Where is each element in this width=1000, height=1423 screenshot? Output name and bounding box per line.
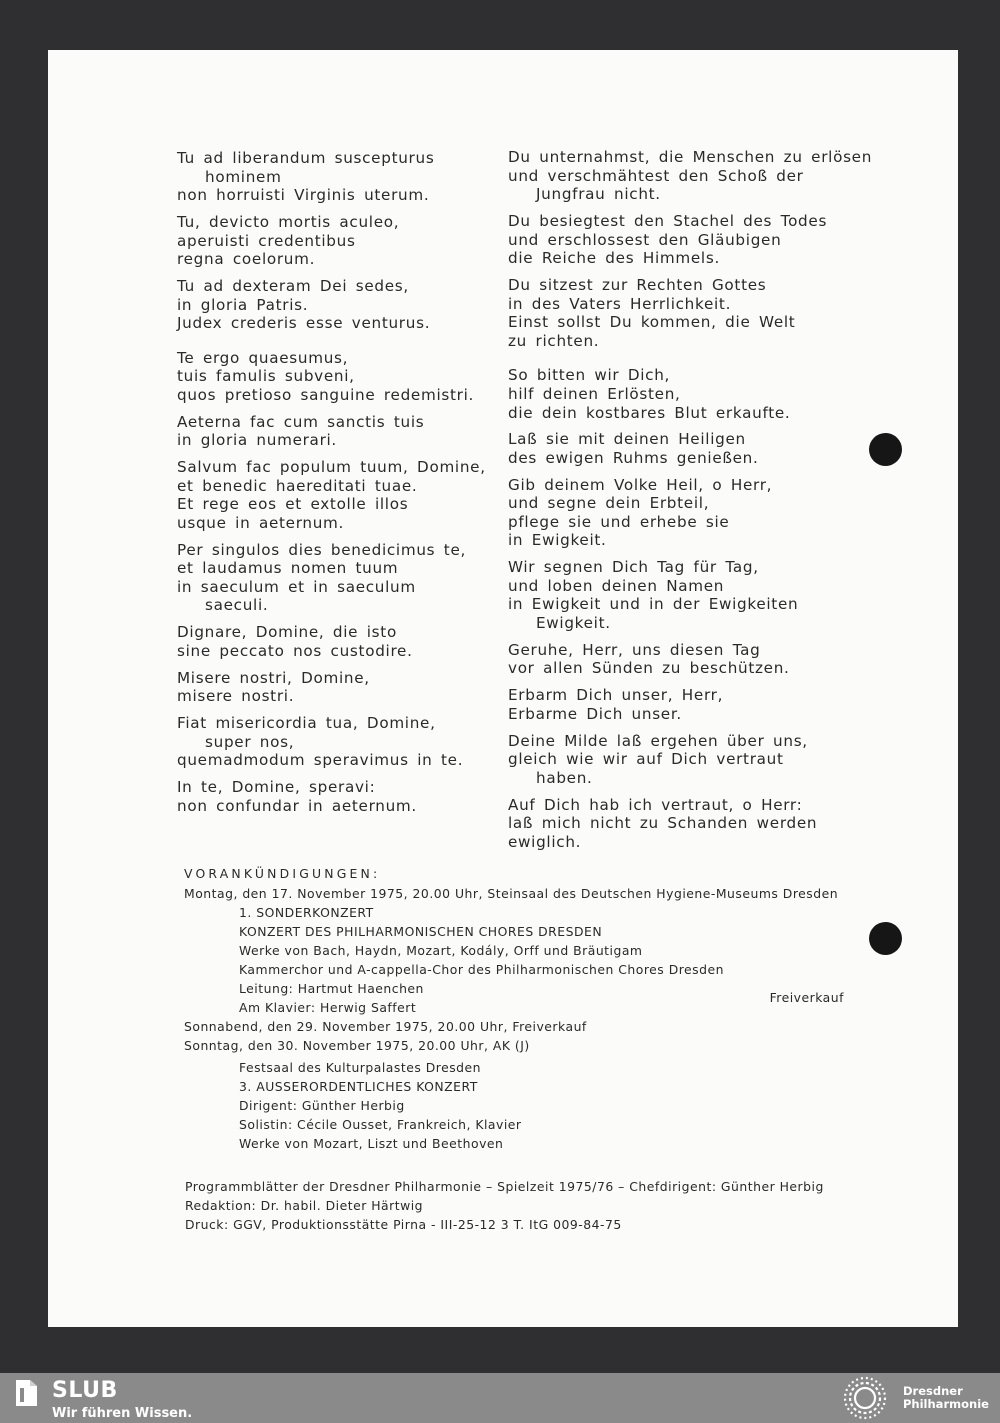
latin-stanza [177, 669, 486, 706]
latin-verse-line: Te ergo quaesumus, [177, 348, 349, 367]
latin-verse-line: in saeculum et in saeculum [177, 577, 416, 596]
german-stanza [508, 276, 872, 350]
latin-verse-line: in gloria Patris. [177, 295, 309, 314]
german-stanza [508, 430, 872, 467]
event2-dates [184, 1017, 844, 1055]
german-verse-line: Gib deinem Volke Heil, o Herr, [508, 475, 773, 494]
announcements-heading: VORANKÜNDIGUNGEN: [184, 866, 381, 881]
event1-detail-line: Leitung: Hartmut Haenchen [239, 981, 424, 996]
latin-verse-line: sine peccato nos custodire. [177, 641, 413, 660]
footer-line: Programmblätter der Dresdner Philharmonie – Spielzeit 1975/76 – Chefdirigent: Günther Herbig [185, 1179, 824, 1194]
event1-sale-note: Freiverkauf [769, 990, 844, 1005]
german-stanza [508, 476, 872, 550]
event1-date: Montag, den 17. November 1975, 20.00 Uhr, Steinsaal des Deutschen Hygiene-Museums Dresden [184, 886, 839, 901]
slub-logo-icon [14, 1378, 39, 1408]
german-stanza [508, 641, 872, 678]
german-verse-line: in Ewigkeit. [508, 531, 607, 550]
latin-stanza [177, 413, 486, 450]
event1-details [184, 903, 844, 998]
german-verse-line: in des Vaters Herrlichkeit. [508, 294, 732, 313]
slub-name: SLUB [52, 1378, 118, 1403]
german-verse-line: und erschlossest den Gläubigen [508, 230, 782, 249]
latin-stanza [177, 778, 486, 815]
german-text-column [508, 148, 872, 859]
footer-line: Druck: GGV, Produktionsstätte Pirna - III-25-12 3 T. ItG 009-84-75 [185, 1217, 622, 1232]
german-stanza [508, 796, 872, 852]
german-verse-line: zu richten. [508, 331, 600, 350]
latin-verse-line: quemadmodum speravimus in te. [177, 751, 464, 770]
imprint-footer [185, 1177, 824, 1234]
latin-verse-line: in gloria numerari. [177, 431, 337, 450]
german-verse-line: Auf Dich hab ich vertraut, o Herr: [508, 795, 803, 814]
german-verse-line: die Reiche des Himmels. [508, 249, 720, 268]
german-stanza [508, 558, 872, 632]
event1-detail-line: 1. SONDERKONZERT [239, 905, 374, 920]
german-verse-line: Deine Milde laß ergehen über uns, [508, 731, 808, 750]
german-verse-line: die dein kostbares Blut erkaufte. [508, 403, 791, 422]
german-verse-line: Erbarm Dich unser, Herr, [508, 686, 724, 705]
latin-verse-line: Judex crederis esse venturus. [177, 314, 431, 333]
latin-verse-line: Tu ad liberandum suscepturus [177, 149, 435, 167]
german-verse-line: Du besiegtest den Stachel des Todes [508, 211, 828, 230]
latin-verse-line: In te, Domine, speravi: [177, 777, 376, 796]
latin-stanza [177, 458, 486, 532]
philharmonie-name-line1: Dresdner [903, 1384, 963, 1398]
german-verse-line: gleich wie wir auf Dich vertraut [508, 750, 784, 769]
german-verse-line: Einst sollst Du kommen, die Welt [508, 313, 796, 332]
latin-verse-line: et laudamus nomen tuum [177, 559, 399, 578]
german-verse-line: Du unternahmst, die Menschen zu erlösen [508, 148, 873, 166]
latin-verse-line: non confundar in aeternum. [177, 796, 417, 815]
event2-details [184, 1058, 844, 1153]
event2-detail-line: Festsaal des Kulturpalastes Dresden [239, 1060, 482, 1075]
latin-verse-line: saeculi. [205, 596, 269, 615]
event2-date-line: Sonntag, den 30. November 1975, 20.00 Uhr, AK (J) [184, 1038, 530, 1053]
latin-verse-line: usque in aeternum. [177, 513, 345, 532]
german-verse-line: Du sitzest zur Rechten Gottes [508, 275, 767, 294]
punch-hole-top [869, 433, 902, 466]
german-verse-line: ewiglich. [508, 832, 582, 851]
latin-text-column [177, 149, 486, 823]
latin-verse-line: Et rege eos et extolle illos [177, 495, 409, 514]
german-verse-line: Laß sie mit deinen Heiligen [508, 430, 746, 449]
event2-detail-line: Solistin: Cécile Ousset, Frankreich, Klavier [239, 1117, 522, 1132]
latin-stanza [177, 541, 486, 615]
latin-stanza [177, 149, 486, 205]
latin-verse-line: quos pretioso sanguine redemistri. [177, 385, 475, 404]
event2-detail-line: 3. AUSSERORDENTLICHES KONZERT [239, 1079, 478, 1094]
german-stanza [508, 366, 872, 422]
german-verse-line: hilf deinen Erlösten, [508, 384, 681, 403]
latin-verse-line: Dignare, Domine, die isto [177, 623, 397, 642]
slub-tagline: Wir führen Wissen. [52, 1406, 193, 1421]
event1-detail-line: Werke von Bach, Haydn, Mozart, Kodály, Orff und Bräutigam [239, 943, 643, 958]
latin-stanza [177, 349, 486, 405]
german-verse-line: und verschmähtest den Schoß der [508, 166, 804, 185]
latin-verse-line: regna coelorum. [177, 250, 316, 269]
latin-stanza [177, 623, 486, 660]
event1-detail-line: Kammerchor und A-cappella-Chor des Philharmonischen Chores Dresden [239, 962, 724, 977]
philharmonie-name [903, 1385, 989, 1411]
event1-detail-line: KONZERT DES PHILHARMONISCHEN CHORES DRESDEN [239, 924, 603, 939]
german-verse-line: Geruhe, Herr, uns diesen Tag [508, 640, 761, 659]
latin-verse-line: super nos, [205, 732, 295, 751]
latin-verse-line: Per singulos dies benedicimus te, [177, 540, 467, 559]
latin-verse-line: Aeterna fac cum sanctis tuis [177, 412, 425, 431]
viewer-bottom-bar [0, 1373, 1000, 1423]
latin-verse-line: Tu, devicto mortis aculeo, [177, 212, 400, 231]
german-stanza [508, 686, 872, 723]
latin-verse-line: non horruisti Virginis uterum. [177, 186, 430, 205]
event2-detail-line: Werke von Mozart, Liszt und Beethoven [239, 1136, 504, 1151]
german-verse-line: Ewigkeit. [536, 614, 611, 632]
announcements-section [184, 864, 844, 1153]
german-verse-line: haben. [536, 768, 593, 787]
latin-stanza [177, 277, 486, 333]
german-verse-line: in Ewigkeit und in der Ewigkeiten [508, 595, 799, 614]
latin-stanza [177, 714, 486, 770]
latin-verse-line: Misere nostri, Domine, [177, 668, 370, 687]
latin-verse-line: hominem [205, 167, 282, 186]
latin-verse-line: Tu ad dexteram Dei sedes, [177, 276, 409, 295]
event2-detail-line: Dirigent: Günther Herbig [239, 1098, 405, 1113]
german-verse-line: laß mich nicht zu Schanden werden [508, 814, 818, 833]
latin-verse-line: misere nostri. [177, 687, 295, 706]
german-stanza [508, 148, 872, 204]
german-verse-line: Erbarme Dich unser. [508, 704, 682, 723]
german-verse-line: Jungfrau nicht. [536, 185, 661, 204]
latin-verse-line: et benedic haereditati tuae. [177, 476, 418, 495]
latin-stanza [177, 213, 486, 269]
german-verse-line: und loben deinen Namen [508, 576, 725, 595]
latin-verse-line: tuis famulis subveni, [177, 367, 355, 386]
german-verse-line: vor allen Sünden zu beschützen. [508, 659, 790, 678]
german-verse-line: Wir segnen Dich Tag für Tag, [508, 558, 759, 577]
philharmonie-logo-icon [842, 1375, 888, 1421]
event1-pianist: Am Klavier: Herwig Saffert [239, 1000, 417, 1015]
event2-date-line: Sonnabend, den 29. November 1975, 20.00 Uhr, Freiverkauf [184, 1019, 587, 1034]
german-stanza [508, 212, 872, 268]
philharmonie-name-line2: Philharmonie [903, 1397, 989, 1411]
latin-verse-line: aperuisti credentibus [177, 231, 356, 250]
punch-hole-bottom [869, 922, 902, 955]
german-verse-line: pflege sie und erhebe sie [508, 512, 730, 531]
latin-verse-line: Salvum fac populum tuum, Domine, [177, 458, 486, 477]
german-verse-line: So bitten wir Dich, [508, 366, 671, 385]
footer-line: Redaktion: Dr. habil. Dieter Härtwig [185, 1198, 424, 1213]
german-stanza [508, 732, 872, 788]
german-verse-line: des ewigen Ruhms genießen. [508, 448, 759, 467]
german-verse-line: und segne dein Erbteil, [508, 494, 710, 513]
latin-verse-line: Fiat misericordia tua, Domine, [177, 713, 436, 732]
